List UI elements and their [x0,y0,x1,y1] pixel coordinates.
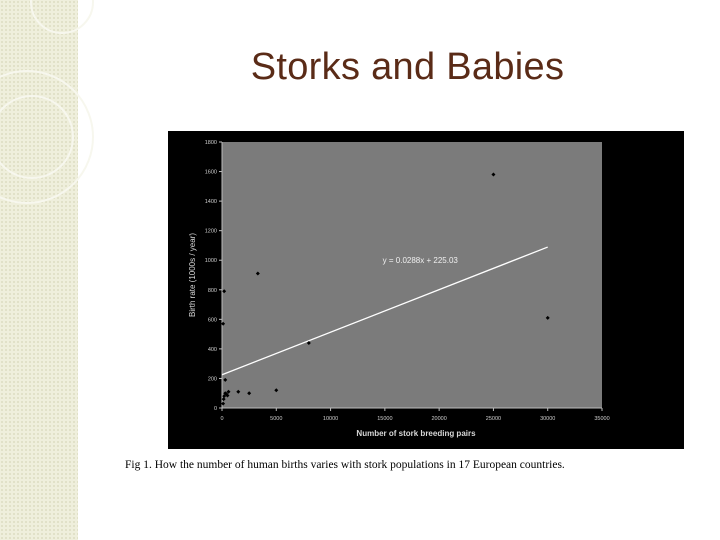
y-tick-label: 400 [207,346,217,353]
y-tick-label: 200 [207,376,217,383]
x-tick-label: 35000 [594,416,610,422]
y-tick-label: 0 [213,406,217,412]
x-tick-label: 10000 [322,416,339,422]
plot-area [222,142,602,408]
x-tick-label: 30000 [540,416,556,422]
y-tick-label: 800 [207,287,217,294]
y-tick-label: 1800 [204,140,217,146]
y-tick-label: 1000 [204,258,217,265]
x-tick-label: 5000 [270,416,283,422]
slide-title: Storks and Babies [250,46,565,88]
figure-caption: Fig 1. How the number of human births varies with stork populations in 17 European countries. [125,459,565,471]
y-tick-label: 1600 [204,169,217,176]
chart-container [168,131,684,449]
decorative-circle [30,0,94,34]
x-tick-label: 20000 [431,416,447,422]
x-tick-label: 25000 [485,416,502,422]
y-tick-label: 1200 [204,228,217,235]
trendline-equation: y = 0.0288x + 225.03 [382,256,458,266]
x-tick-label: 0 [220,416,224,422]
y-tick-label: 600 [207,317,217,324]
y-tick-label: 1400 [204,199,217,206]
y-axis-label: Birth rate (1000s / year) [188,232,197,318]
scatter-chart [168,131,684,449]
x-tick-label: 15000 [377,416,393,422]
x-axis-label: Number of stork breeding pairs [356,429,476,438]
